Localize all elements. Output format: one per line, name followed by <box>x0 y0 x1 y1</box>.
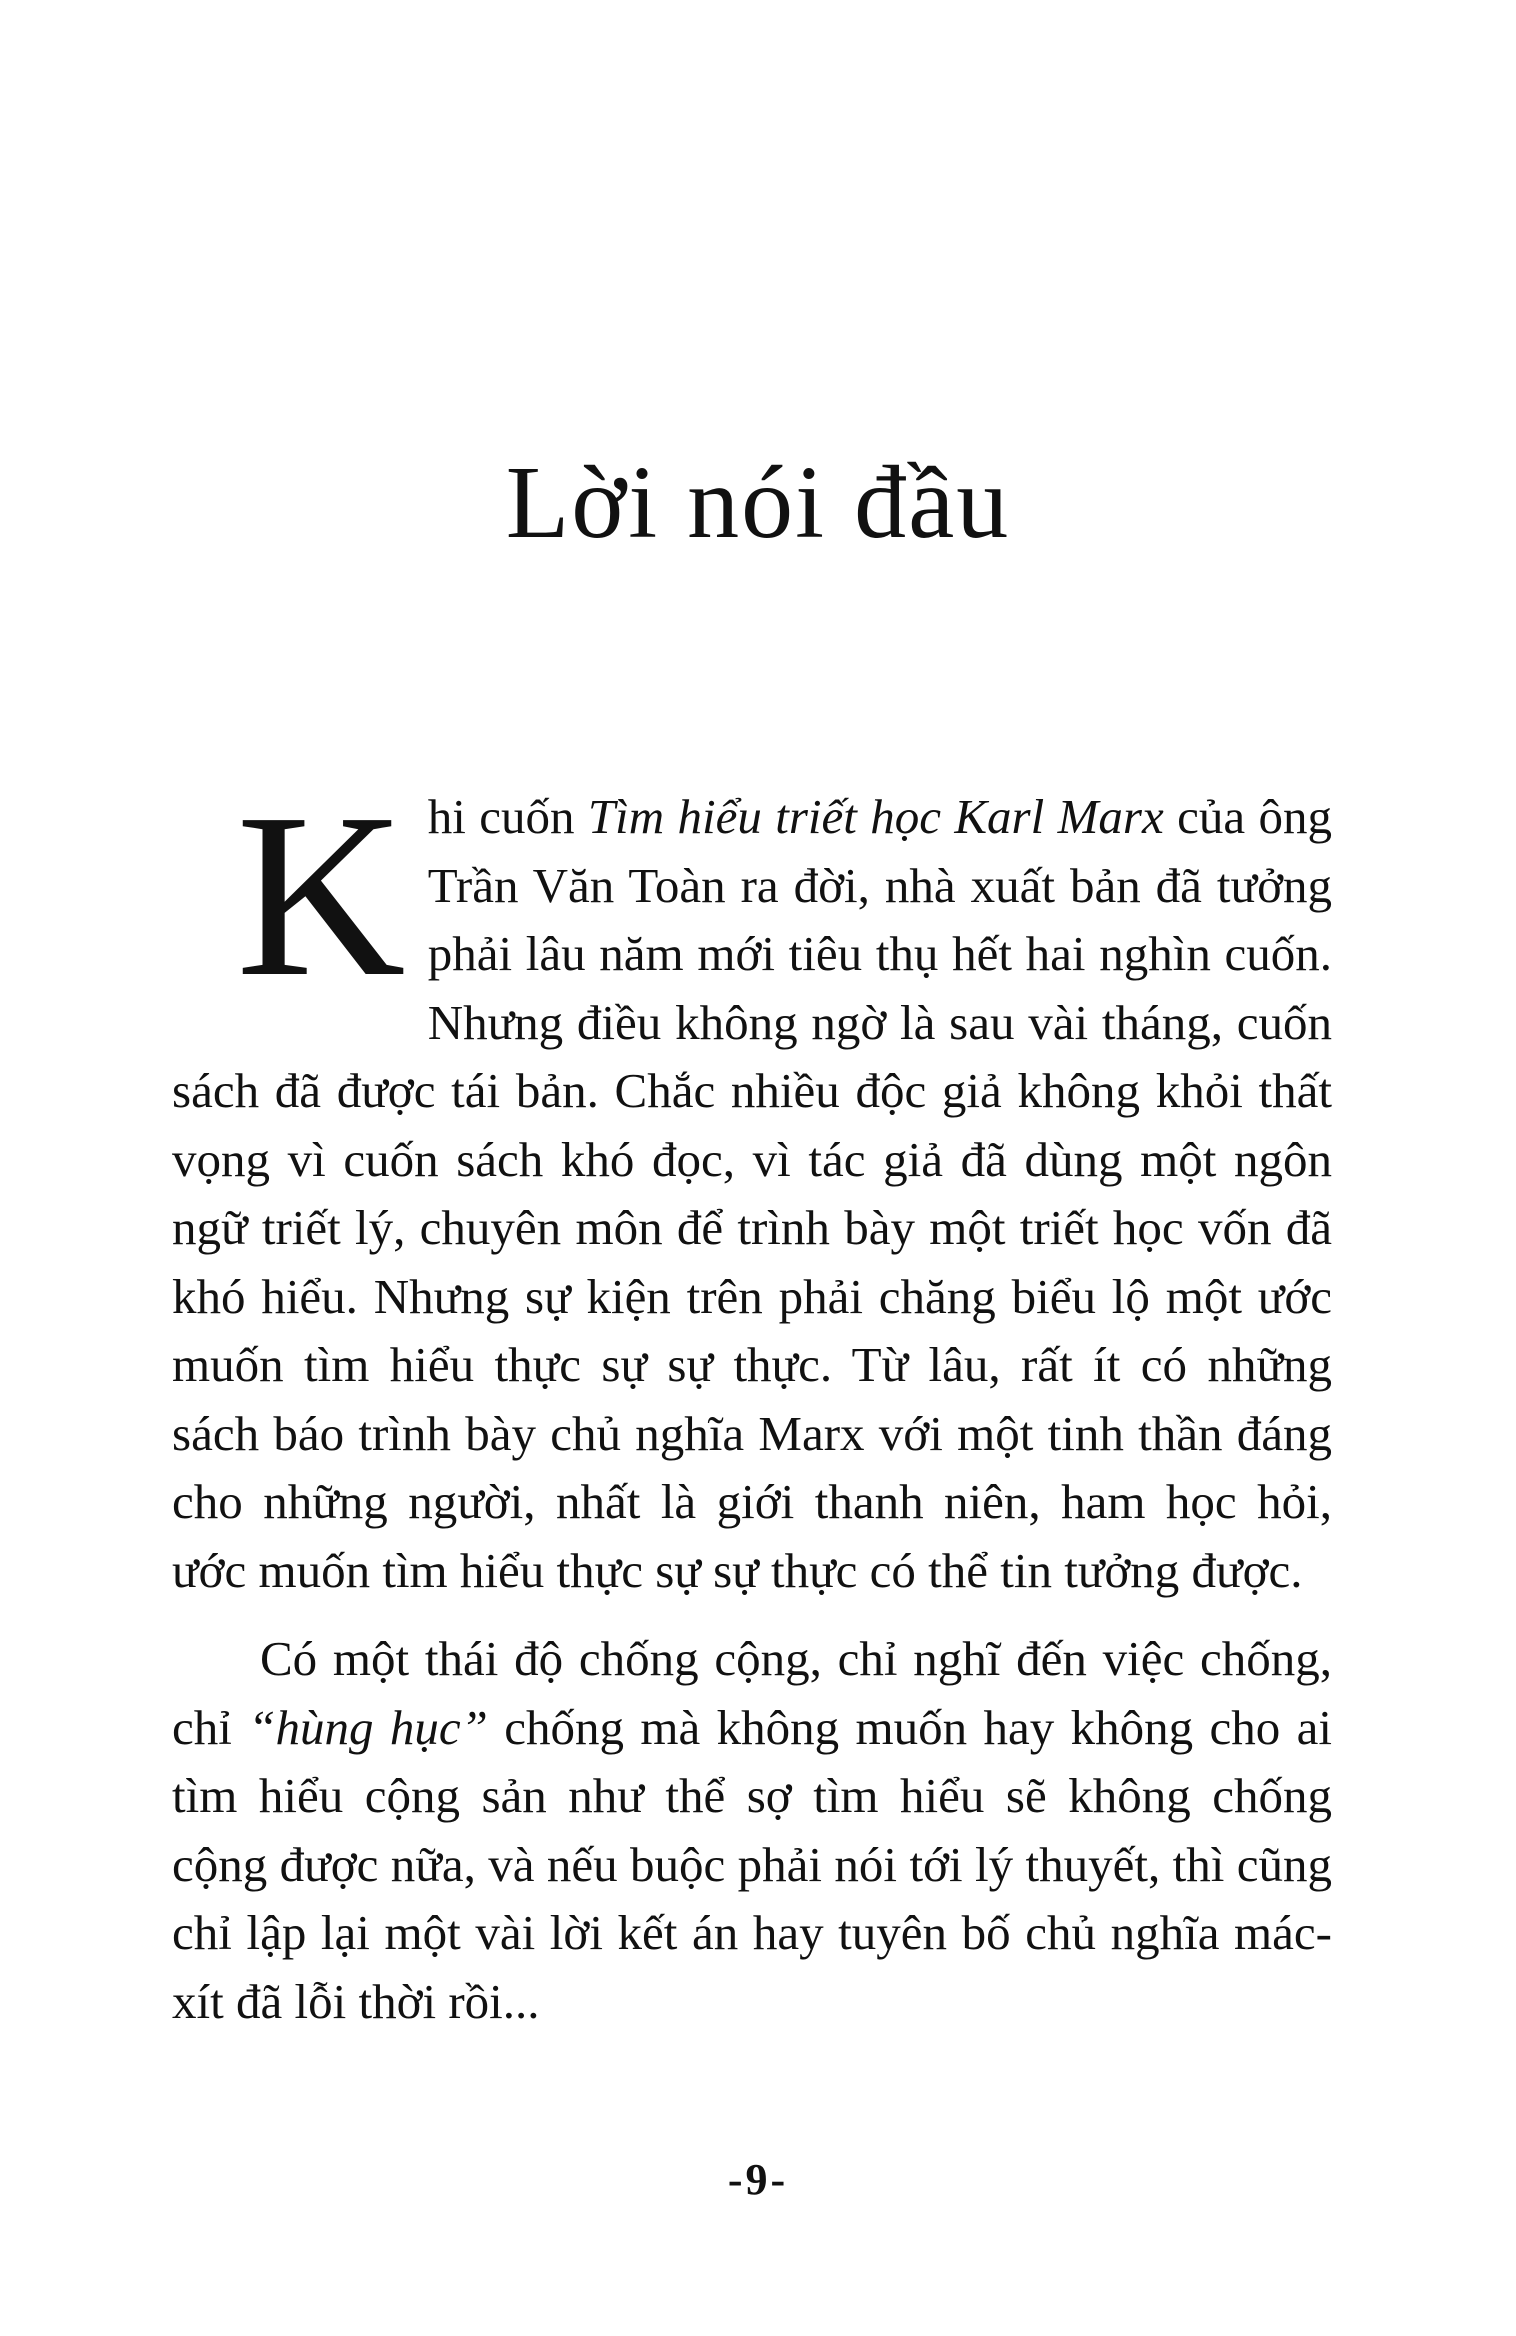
paragraph-1 <box>172 765 1332 1605</box>
paragraph-2-intro: Có một thái độ chống cộng, chỉ nghĩ đến việc chống, chỉ <box>172 1631 1332 1755</box>
book-title-reference: Tìm hiểu triết học Karl Marx <box>587 789 1164 844</box>
quoted-phrase: “hùng hục” <box>248 1699 488 1755</box>
paragraph-1-text: của ông Trần Văn Toàn ra đời, nhà xuất bản đã tưởng phải lâu năm mới tiêu thụ hết hai nghìn cuốn. Nhưng điều không ngờ là sau vài tháng, cuốn sách đã được tái bản. Chắc nhiều độc giả không khỏi thất vọng vì cuốn sách khó đọc, vì tác giả đã dùng một ngôn ngữ triết lý, chuyên môn để trình bày một triết học vốn đã khó hiểu. Nhưng sự kiện trên phải chăng biểu lộ một ước muốn tìm hiểu thực sự sự thực. Từ lâu, rất ít có những sách báo trình bày chủ nghĩa Marx với một tinh thần đáng cho những người, nhất là giới thanh niên, ham học hỏi, ước muốn tìm hiểu thực sự sự thực có thể tin tưởng được. <box>172 789 1332 1598</box>
paragraph-1-intro: hi cuốn <box>427 789 588 844</box>
body-text <box>172 765 1332 2036</box>
paragraph-2 <box>172 1625 1332 2036</box>
paragraph-2-text: chống mà không muốn hay không cho ai tìm hiểu cộng sản như thể sợ tìm hiểu sẽ không chống cộng được nữa, và nếu buộc phải nói tới lý thuyết, thì cũng chỉ lập lại một vài lời kết án hay tuyên bố chủ nghĩa mác-xít đã lỗi thời rồi... <box>172 1699 1332 2029</box>
page-number: -9- <box>727 2155 789 2204</box>
drop-cap: K <box>236 765 406 1025</box>
chapter-title: Lời nói đầu <box>505 445 1011 560</box>
